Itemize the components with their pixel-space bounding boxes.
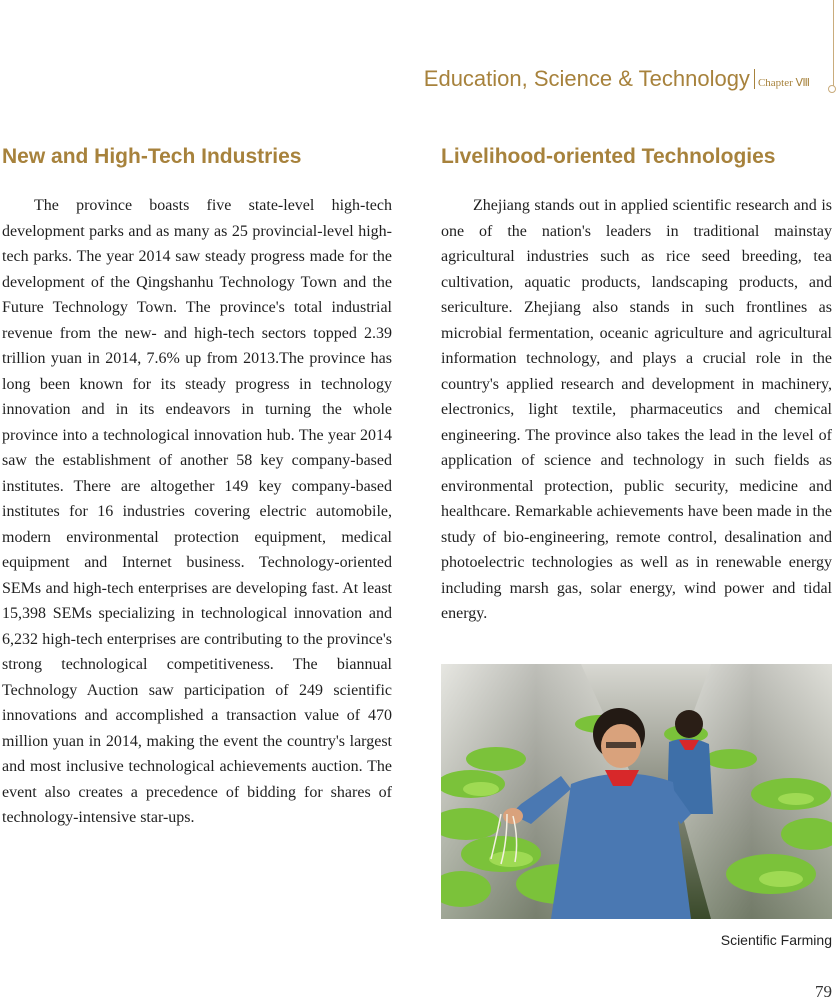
header-rule-dot (828, 85, 836, 93)
chapter-label: Chapter Ⅷ (757, 77, 810, 89)
page-number: 79 (815, 982, 832, 1001)
photo-caption: Scientific Farming (720, 932, 832, 948)
section-body-high-tech: The province boasts five state-level high-tech development parks and as many as 25 provincial-level high-tech parks. The year 2014 saw steady progress made for the development of the Qingshanhu Technology Town and the Future Technology Town. The province's total industrial revenue from the new- and high-tech sectors topped 2.39 trillion yuan in 2014, 7.6% up from 2013.The province has long been known for its steady progress in technology innovation and in its endeavors in turning the whole province into a technological innovation hub. The year 2014 saw the establishment of another 58 key company-based institutes. There are altogether 149 key company-based institutes for 16 industries covering electric automobile, modern environmental protection equipment, medical equipment and Internet business. Technology-oriented SEMs and high-tech enterprises are developing fast. At least 15,398 SEMs specializing in technological innovation and 6,232 high-tech enterprises are contributing to the province's strong technological competitiveness. The biannual Technology Auction saw participation of 249 scientific innovations and accomplished a transaction value of 470 million yuan in 2014, making the event the country's largest and most inclusive technological achievements auction. The event also creates a precedence of bidding for shares of technology-intensive star-ups. (2, 197, 392, 826)
section-title-high-tech: New and High-Tech Industries (2, 145, 302, 168)
header-rule (833, 0, 834, 86)
running-header (0, 66, 810, 92)
section-title-livelihood: Livelihood-oriented Technologies (441, 145, 776, 168)
running-header-title: Education, Science & Technology (423, 66, 750, 91)
header-separator (754, 69, 755, 89)
section-body-livelihood: Zhejiang stands out in applied scientific research and is one of the nation's leaders in traditional mainstay agricultural industries such as rice seed breeding, tea cultivation, aquatic products, landscaping products, and sericulture. Zhejiang also stands in such frontlines as microbial fermentation, oceanic agriculture and agricultural information technology, and plays a crucial role in the country's applied research and development in machinery, electronics, light textile, pharmaceutics and chemical engineering. The province also takes the lead in the level of application of science and technology in such fields as environmental protection, public security, medicine and healthcare. Remarkable achievements have been made in the study of bio-engineering, remote control, desalination and photoelectric technologies as well as in renewable energy including marsh gas, solar energy, wind power and tidal energy. (441, 197, 832, 622)
scientific-farming-photo (441, 664, 832, 919)
